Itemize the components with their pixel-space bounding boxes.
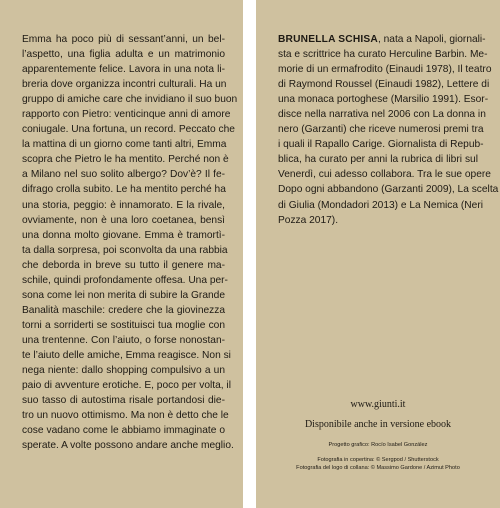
- synopsis-line: schile, quindi profondamente offesa. Una per-: [22, 274, 228, 286]
- synopsis-line: la mattina di un giorno come tanti altri, Emma: [22, 139, 227, 151]
- bio-line: morie di un ermafrodito (Einaudi 1978), Il teatro: [278, 64, 492, 76]
- bio-line: nero (Garzanti) che riceve numerosi premi tra: [278, 124, 484, 136]
- synopsis-line: sona come lei non merita di subire la Grande: [22, 289, 225, 301]
- synopsis-line: sperate. A volte possono andare anche meglio.: [22, 440, 234, 452]
- logo-photo-credit: Fotografia del logo di collana: © Massimo Gardone / Azimut Photo: [296, 465, 460, 471]
- synopsis-line: breria dove organizza incontri culturali. Ha un: [22, 79, 227, 91]
- author-name: BRUNELLA SCHISA: [278, 34, 378, 45]
- synopsis-line: te l’aiuto delle amiche, Emma reagisce. Non si: [22, 349, 231, 361]
- synopsis-line: cose vadano come le abbiamo immaginate o: [22, 425, 225, 437]
- ebook-notice: Disponibile anche in versione ebook: [304, 419, 452, 430]
- synopsis-line: gruppo di amiche care che invidiano il suo buon: [22, 94, 238, 106]
- synopsis-line: una storia, peggio: è innamorato. E la rivale,: [22, 199, 225, 211]
- synopsis-line: difrago crolla subito. Le ha mentito perché ha: [22, 184, 226, 196]
- synopsis-line: nega niente: dallo shopping compulsivo a un: [22, 365, 225, 377]
- bio-line: di Giulia (Mondadori 2013) e La Nemica (Neri: [278, 199, 483, 211]
- bio-line: Dopo ogni abbandono (Garzanti 2009), La scelta: [278, 184, 499, 196]
- design-credit: Progetto grafico: Rocío Isabel González: [328, 442, 428, 448]
- bio-line: Venerdì, cui adesso collabora. Tra le sue opere: [278, 169, 491, 181]
- synopsis-line: che deborda in breve su tutto il genere ma-: [22, 259, 225, 271]
- bio-line: [278, 32, 486, 47]
- bio-first-line-rest: , nata a Napoli, giornali-: [377, 34, 486, 45]
- synopsis-line: una trentenne. Con l’aiuto, o forse nonostan-: [22, 334, 225, 346]
- synopsis-line: apparentemente felice. Lavora in una nota li-: [22, 64, 225, 76]
- author-bio: [278, 32, 499, 228]
- publisher-website: www.giunti.it: [350, 399, 406, 410]
- bio-line: Pozza 2017).: [278, 214, 339, 226]
- bio-line: blica, ha curato per anni la rubrica di libri sul: [278, 154, 478, 166]
- synopsis-line: ovviamente, non è una loro coetanea, bensì: [22, 214, 225, 226]
- bio-line: una monaca portoghese (Marsilio 1991). Esor-: [278, 94, 489, 106]
- cover-photo-credit: Fotografia in copertina: © Sergpod / Shutterstock: [317, 457, 439, 463]
- left-flap: [0, 0, 243, 508]
- synopsis-line: paio di avventure erotiche. E, poco per volta, il: [22, 380, 231, 392]
- bio-line: i quali il Rapallo Carige. Giornalista di Repub-: [278, 139, 484, 151]
- synopsis-line: l’aspetto, una figlia adulta e un matrimonio: [22, 49, 225, 61]
- synopsis-line: coniugale. Una fortuna, un record. Peccato che: [22, 124, 235, 136]
- right-flap: [256, 0, 500, 508]
- bio-line: disce nella narrativa nel 2006 con La donna in: [278, 109, 486, 121]
- synopsis-line: una donna molto giovane. Emma è tramortì-: [22, 229, 225, 241]
- synopsis-line: scopra che Pietro le ha mentito. Perché non è: [22, 154, 229, 166]
- synopsis-line: Emma ha poco più di sessant’anni, un bel-: [22, 34, 225, 45]
- synopsis-line: ta dalla sorpresa, poi sconvolta da una rabbia: [22, 244, 228, 256]
- synopsis-line: tro un nuovo ottimismo. Ma non è detto che le: [22, 410, 229, 422]
- synopsis-text: [22, 32, 238, 453]
- synopsis-line: torni a sorriderti se sostituisci tua moglie con: [22, 319, 225, 331]
- bio-line: sta e scrittrice ha curato Herculine Barbin. Me-: [278, 49, 488, 61]
- synopsis-line: Banalità maschile: credere che la giovinezza: [22, 304, 225, 316]
- synopsis-line: a Milano nel suo solito albergo? Dov’è? Il fe-: [22, 169, 225, 181]
- synopsis-line: suo tasso di autostima risale portandosi die-: [22, 395, 225, 407]
- bio-line: di Raymond Roussel (Einaudi 1982), Lettere di: [278, 79, 490, 91]
- synopsis-line: rapporto con Pietro: venticinque anni di amore: [22, 109, 231, 121]
